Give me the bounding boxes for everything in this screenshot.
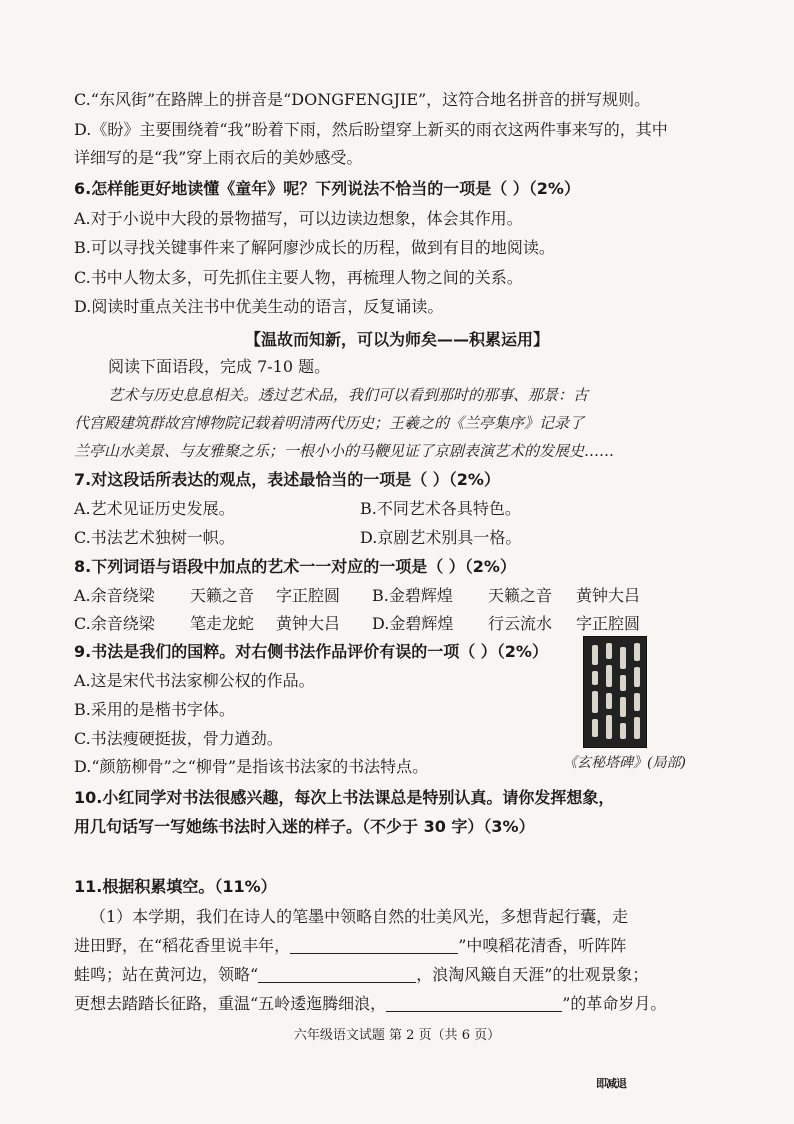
fill-text-post: ”的革命岁月。 [562,994,667,1013]
section-heading: 【温故而知新，可以为师矣——积累运用】 [244,330,549,349]
question-6-option-b: B.可以寻找关键事件来了解阿廖沙成长的历程，做到有目的地阅读。 [74,238,555,257]
question-8-option-a-3: 字正腔圆 [276,586,341,605]
passage-line1: 艺术与历史息息相关。透过艺术品，我们可以看到那时的那事、那景：古 [108,386,589,404]
answer-blank-3[interactable] [386,993,562,1012]
question-7-stem: 7.对这段话所表达的观点，表述最恰当的一项是（ ）（2%） [74,470,500,489]
question-8-option-c-3: 黄钟大吕 [276,614,341,633]
question-9-option-b: B.采用的是楷书字体。 [74,700,235,719]
calligraphy-caption: 《玄秘塔碑》(局部) [563,755,686,771]
question-10-line1: 10.小红同学对书法很感兴趣，每次上书法课总是特别认真。请你发挥想象， [74,788,615,807]
question-6-option-d: D.阅读时重点关注书中优美生动的语言，反复诵读。 [74,297,444,316]
question-6-option-c: C.书中人物太多，可先抓住主要人物，再梳理人物之间的关系。 [74,268,523,287]
option-d-text-line1: D.《盼》主要围绕着“我”盼着下雨，然后盼望穿上新买的雨衣这两件事来写的，其中 [74,120,668,139]
page-footer: 六年级语文试题 第 2 页（共 6 页） [293,1028,501,1043]
option-d-text-line2: 详细写的是“我”穿上雨衣后的美妙感受。 [74,148,363,167]
question-8-option-c-1: C.余音绕梁 [74,614,155,633]
fill-text-post: ，浪淘风簸自天涯”的壮观景象； [416,965,649,984]
question-11-part1-line1: （1）本学期，我们在诗人的笔墨中领略自然的壮美风光，多想背起行囊，走 [90,907,629,926]
question-9-stem: 9.书法是我们的国粹。对右侧书法作品评价有误的一项（ ）（2%） [74,642,548,661]
fill-text-post: ”中嗅稻花清香，听阵阵 [458,936,627,955]
question-8-option-d-3: 字正腔圆 [576,614,641,633]
question-9-option-c: C.书法瘦硬挺拔，骨力遒劲。 [74,729,283,748]
question-11-part1-line2 [74,934,626,958]
question-11-part1-line4 [74,992,666,1016]
question-11-part1-line3 [74,963,648,987]
question-9-option-d: D.“颜筋柳骨”之“柳骨”是指该书法家的书法特点。 [74,757,429,776]
fill-text-pre: 进田野，在“稻花香里说丰年， [74,936,291,955]
question-11-stem: 11.根据积累填空。（11%） [74,877,277,896]
question-7-option-c: C.书法艺术独树一帜。 [74,528,235,547]
question-8-option-c-2: 笔走龙蛇 [190,614,255,633]
question-8-option-a-1: A.余音绕梁 [74,586,155,605]
fill-text-pre: 蛙鸣；站在黄河边，领略“ [74,965,259,984]
question-8-option-d-2: 行云流水 [488,614,553,633]
question-7-option-b: B.不同艺术各具特色。 [360,499,521,518]
passage-line2: 代宫殿建筑群故宫博物院记载着明清两代历史；王羲之的《兰亭集序》记录了 [74,414,585,432]
question-9-option-a: A.这是宋代书法家柳公权的作品。 [74,671,315,690]
answer-blank-1[interactable] [290,935,458,954]
question-8-option-b-3: 黄钟大吕 [576,586,641,605]
question-6-stem: 6.怎样能更好地读懂《童年》呢？下列说法不恰当的一项是（ ）（2%） [74,179,580,198]
passage-line3: 兰亭山水美景、与友雅聚之乐；一根小小的马鞭见证了京剧表演艺术的发展史…… [74,442,615,460]
corner-stamp: 即减退 [596,1077,626,1090]
question-8-option-b-1: B.金碧辉煌 [372,586,453,605]
reading-instruction: 阅读下面语段，完成 7-10 题。 [108,357,331,376]
question-8-option-a-2: 天籁之音 [190,586,255,605]
question-8-stem: 8.下列词语与语段中加点的艺术一一对应的一项是（ ）（2%） [74,557,516,576]
question-6-option-a: A.对于小说中大段的景物描写，可以边读边想象，体会其作用。 [74,209,523,228]
question-8-option-b-2: 天籁之音 [488,586,553,605]
answer-blank-2[interactable] [258,964,416,983]
question-8-option-d-1: D.金碧辉煌 [372,614,454,633]
option-c-text: C.“东风街”在路牌上的拼音是“DONGFENGJIE”，这符合地名拼音的拼写规则。 [74,90,651,109]
fill-text-pre: 更想去踏踏长征路，重温“五岭逶迤腾细浪， [74,994,387,1013]
question-7-option-a: A.艺术见证历史发展。 [74,499,235,518]
question-7-option-d: D.京剧艺术别具一格。 [360,528,522,547]
calligraphy-image [583,636,647,748]
question-10-line2: 用几句话写一写她练书法时入迷的样子。（不少于 30 字）（3%） [74,817,535,836]
